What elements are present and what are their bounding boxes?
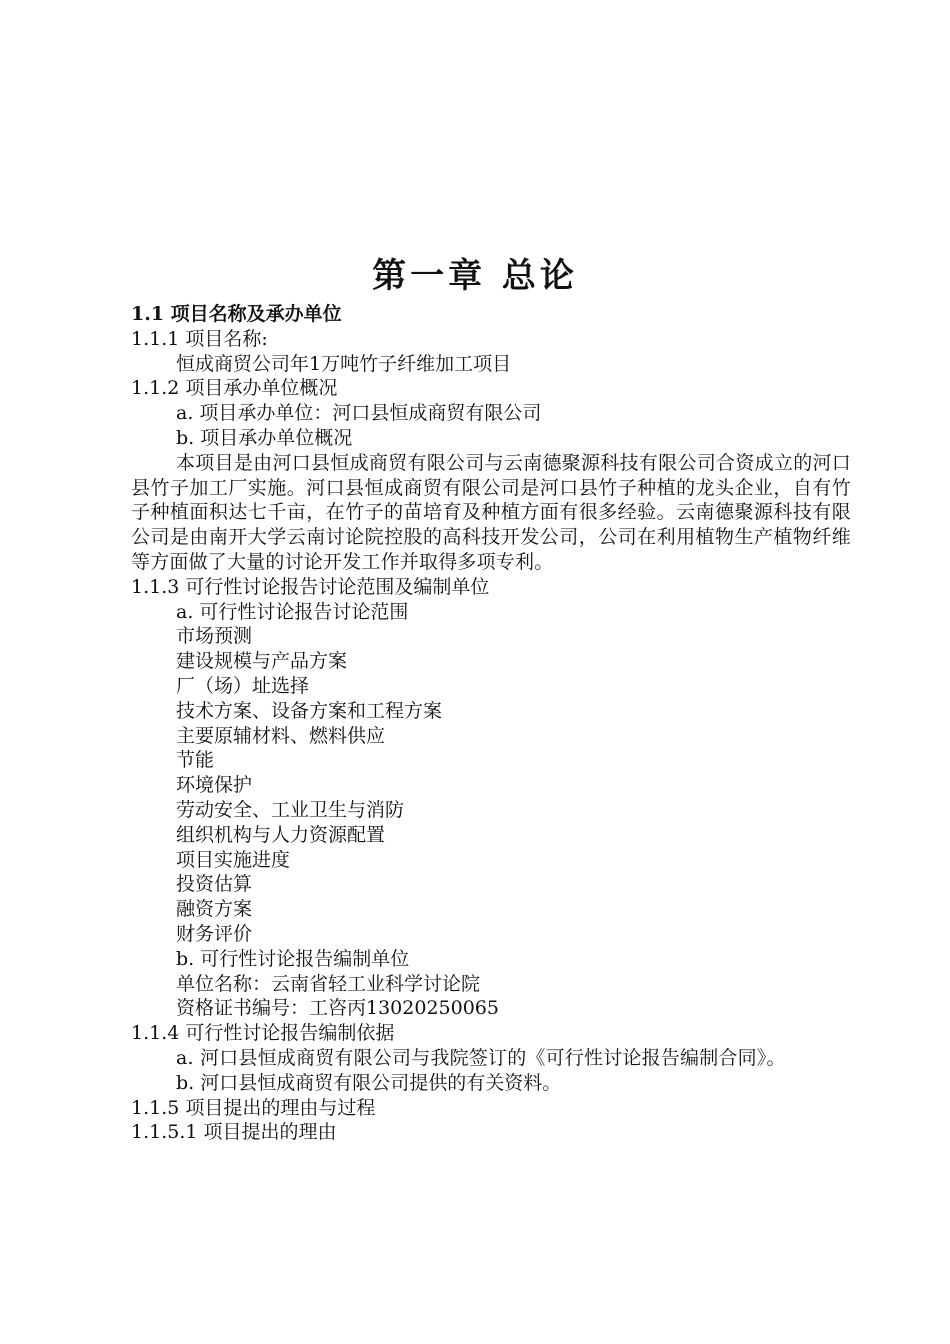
sponsor-overview-paragraph: 本项目是由河口县恒成商贸有限公司与云南德聚源科技有限公司合资成立的河口县竹子加工厂实施。河口县恒成商贸有限公司是河口县竹子种植的龙头企业，自有竹子种植面积达七千亩，在竹子的苗培育及种植方面有很多经验。云南德聚源科技有限公司是由南开大学云南讨论院控股的高科技开发公司，公司在利用植物生产植物纤维等方面做了大量的讨论开发工作并取得多项专利。 bbox=[131, 451, 851, 573]
project-name: 恒成商贸公司年1万吨竹子纤维加工项目 bbox=[176, 352, 512, 375]
scope-label: a. 可行性讨论报告讨论范围 bbox=[176, 600, 409, 623]
document-body bbox=[131, 302, 851, 1145]
list-item: 劳动安全、工业卫生与消防 bbox=[176, 798, 405, 821]
list-item: 财务评价 bbox=[176, 922, 253, 945]
basis-item-b: b. 河口县恒成商贸有限公司提供的有关资料。 bbox=[176, 1071, 562, 1094]
basis-item-a: a. 河口县恒成商贸有限公司与我院签订的《可行性讨论报告编制合同》。 bbox=[176, 1046, 786, 1069]
list-item: 融资方案 bbox=[176, 898, 253, 921]
section-heading-1-1: 1.1 项目名称及承办单位 bbox=[131, 303, 342, 325]
subsection-heading-1-1-1: 1.1.1 项目名称: bbox=[131, 327, 268, 350]
subsection-heading-1-1-5: 1.1.5 项目提出的理由与过程 bbox=[131, 1096, 376, 1119]
list-item: 环境保护 bbox=[176, 774, 253, 797]
certificate-number: 资格证书编号：工咨丙13020250065 bbox=[176, 997, 499, 1020]
list-item: 节能 bbox=[176, 749, 215, 772]
list-item: 建设规模与产品方案 bbox=[176, 650, 348, 673]
subsection-heading-1-1-4: 1.1.4 可行性讨论报告编制依据 bbox=[131, 1022, 395, 1045]
scope-list bbox=[131, 624, 851, 946]
list-item: 厂（场）址选择 bbox=[176, 674, 310, 697]
sponsor-overview-label: b. 项目承办单位概况 bbox=[176, 426, 353, 449]
sponsor-unit: a. 项目承办单位：河口县恒成商贸有限公司 bbox=[176, 402, 542, 425]
subsection-heading-1-1-2: 1.1.2 项目承办单位概况 bbox=[131, 377, 338, 400]
list-item: 投资估算 bbox=[176, 873, 253, 896]
preparer-label: b. 可行性讨论报告编制单位 bbox=[176, 947, 410, 970]
list-item: 主要原辅材料、燃料供应 bbox=[176, 724, 386, 747]
chapter-title: 第一章 总论 bbox=[372, 256, 578, 296]
preparer-unit-name: 单位名称：云南省轻工业科学讨论院 bbox=[176, 972, 481, 995]
list-item: 市场预测 bbox=[176, 625, 253, 648]
list-item: 技术方案、设备方案和工程方案 bbox=[176, 699, 443, 722]
subsection-heading-1-1-5-1: 1.1.5.1 项目提出的理由 bbox=[131, 1121, 337, 1144]
list-item: 项目实施进度 bbox=[176, 848, 291, 871]
list-item: 组织机构与人力资源配置 bbox=[176, 823, 386, 846]
subsection-heading-1-1-3: 1.1.3 可行性讨论报告讨论范围及编制单位 bbox=[131, 575, 490, 598]
